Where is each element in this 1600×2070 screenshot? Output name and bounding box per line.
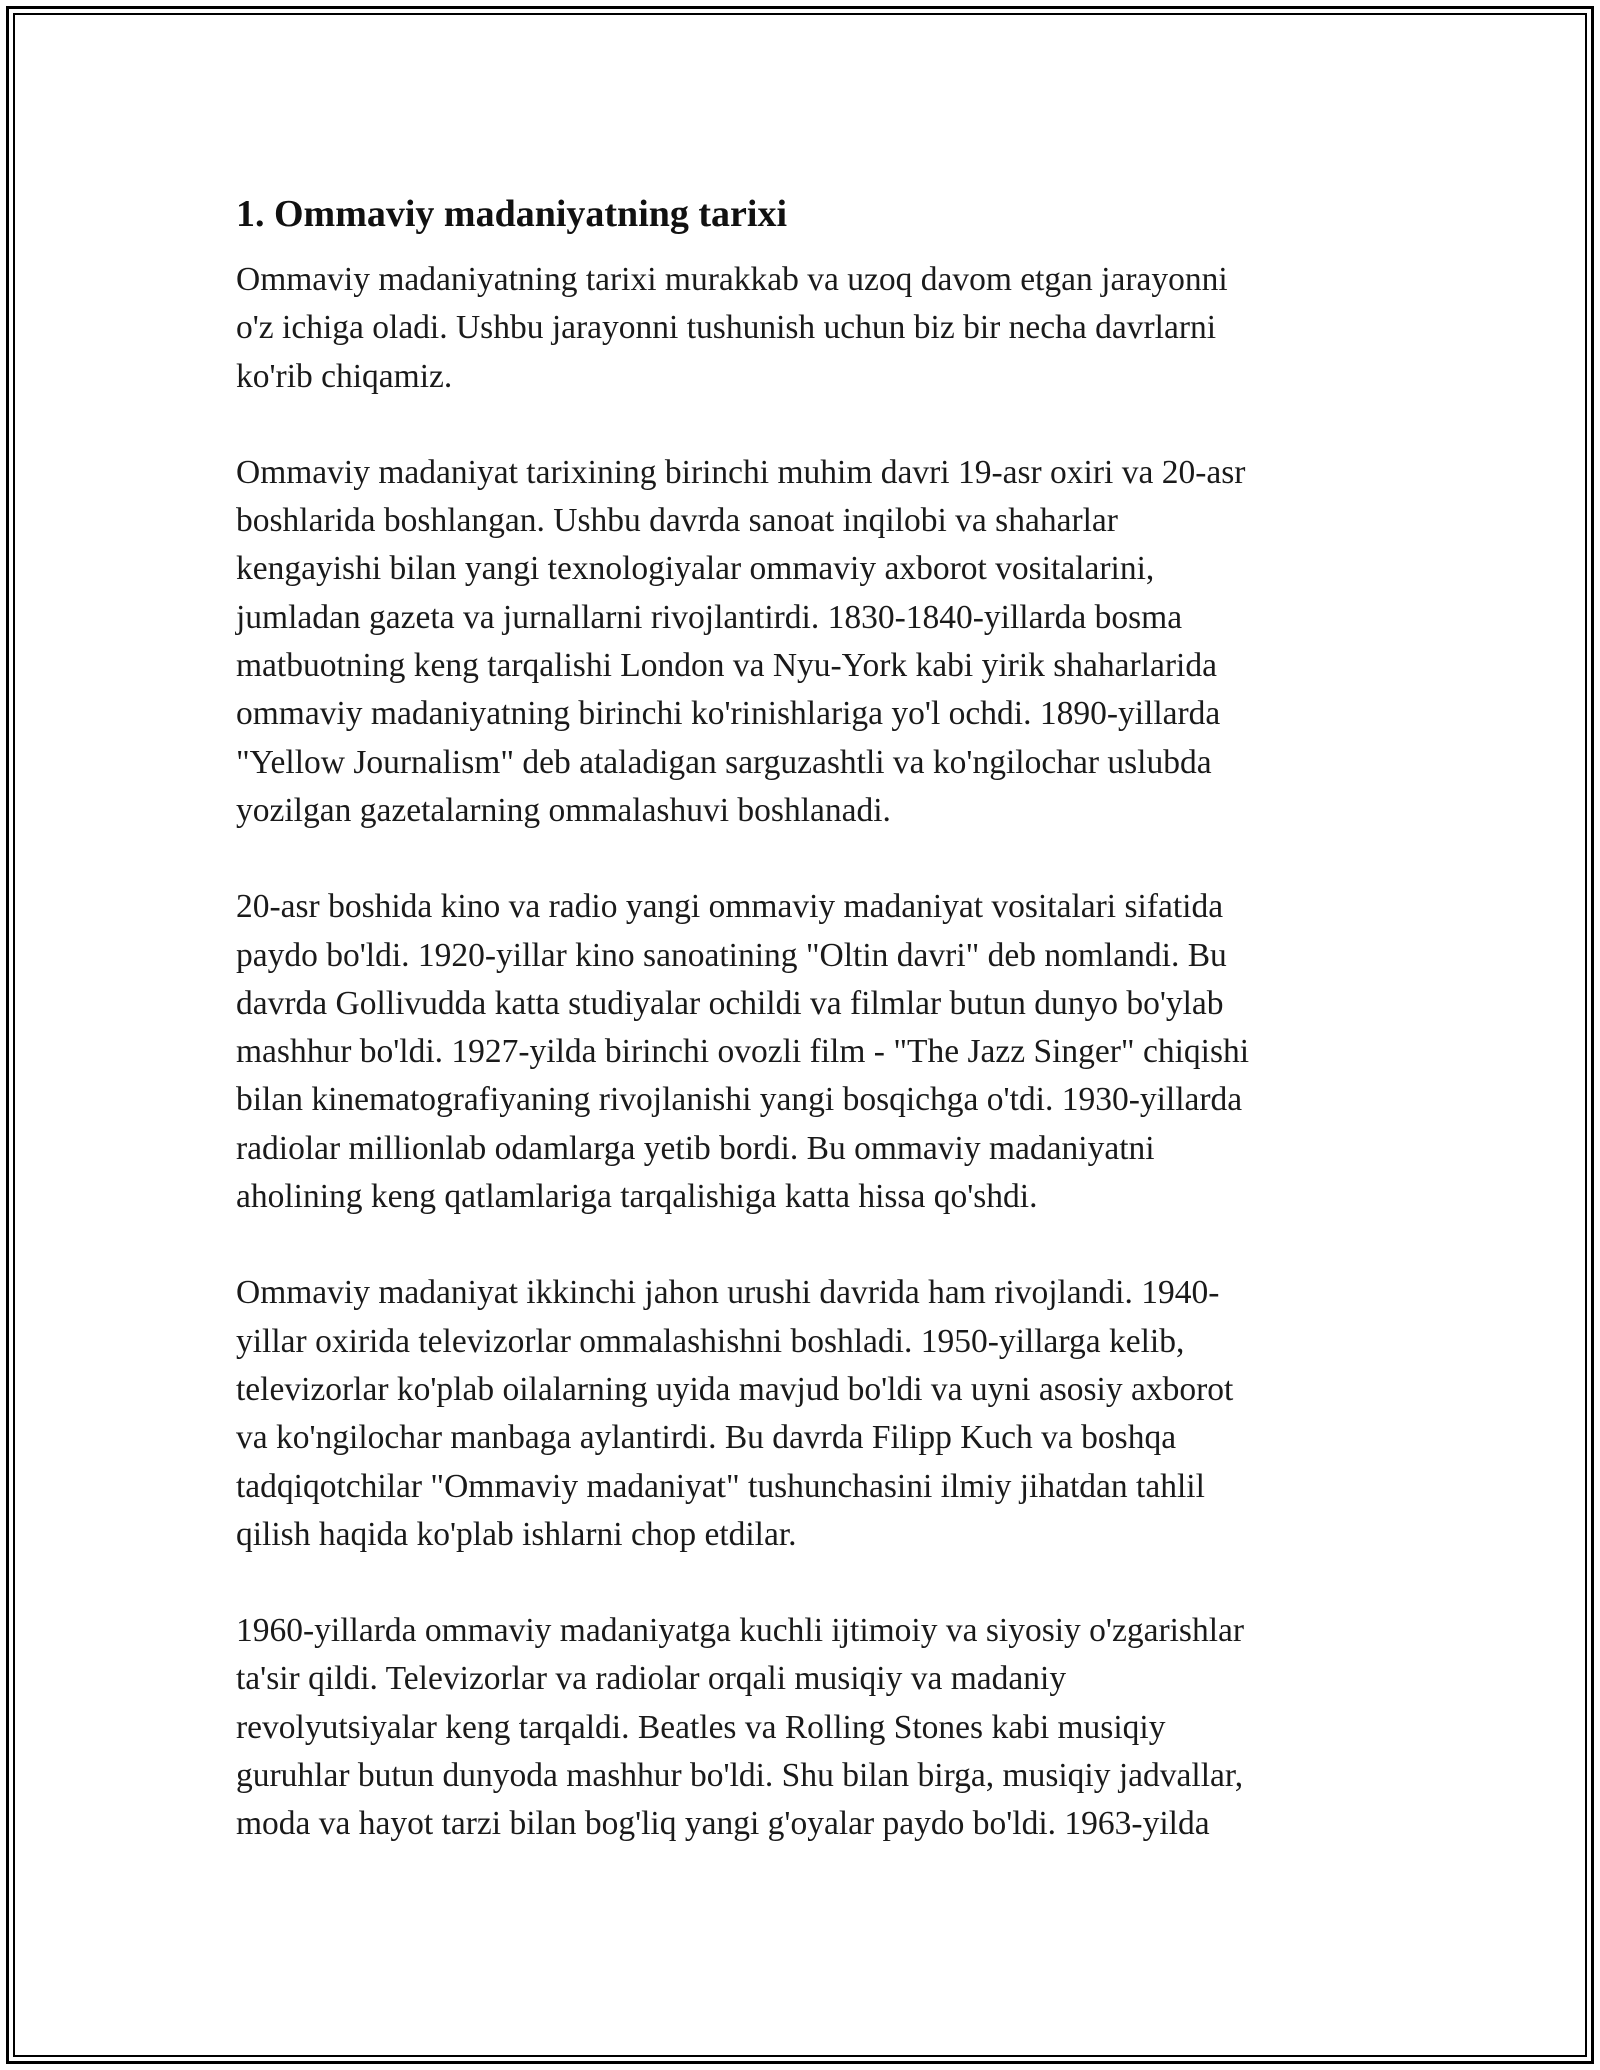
text-line: ommaviy madaniyatning birinchi ko'rinishlariga yo'l ochdi. 1890-yillarda: [236, 695, 1221, 733]
paragraph-19th-century: [236, 449, 1366, 835]
text-line: va ko'ngilochar manbaga aylantirdi. Bu davrda Filipp Kuch va boshqa: [236, 1419, 1177, 1457]
paragraph-television: [236, 1269, 1366, 1559]
text-line: jumladan gazeta va jurnallarni rivojlantirdi. 1830-1840-yillarda bosma: [236, 598, 1183, 636]
text-line: yozilgan gazetalarning ommalashuvi boshlanadi.: [236, 791, 891, 829]
text-line: tadqiqotchilar "Ommaviy madaniyat" tushunchasini ilmiy jihatdan tahlil: [236, 1467, 1205, 1505]
text-line: ko'rib chiqamiz.: [236, 357, 453, 395]
text-line: yillar oxirida televizorlar ommalashishni boshladi. 1950-yillarga kelib,: [236, 1322, 1185, 1360]
text-line: guruhlar butun dunyoda mashhur bo'ldi. Shu bilan birga, musiqiy jadvallar,: [236, 1757, 1244, 1795]
text-line: 20-asr boshida kino va radio yangi ommaviy madaniyat vositalari sifatida: [236, 888, 1224, 926]
text-line: bilan kinematografiyaning rivojlanishi yangi bosqichga o'tdi. 1930-yillarda: [236, 1081, 1243, 1119]
text-line: ta'sir qildi. Televizorlar va radiolar orqali musiqiy va madaniy: [236, 1660, 1067, 1698]
text-line: qilish haqida ko'plab ishlarni chop etdilar.: [236, 1515, 797, 1553]
text-line: aholining keng qatlamlariga tarqalishiga katta hissa qo'shdi.: [236, 1178, 1038, 1216]
text-line: Ommaviy madaniyatning tarixi murakkab va uzoq davom etgan jarayonni: [236, 261, 1228, 298]
text-line: paydo bo'ldi. 1920-yillar kino sanoatining "Oltin davri" deb nomlandi. Bu: [236, 936, 1227, 974]
text-line: Ommaviy madaniyat ikkinchi jahon urushi davrida ham rivojlandi. 1940-: [236, 1274, 1220, 1312]
text-line: matbuotning keng tarqalishi London va Nyu-York kabi yirik shaharlarida: [236, 647, 1217, 685]
paragraph-1960s: [236, 1607, 1366, 1848]
text-line: kengayishi bilan yangi texnologiyalar ommaviy axborot vositalarini,: [236, 550, 1155, 588]
section-heading: 1. Ommaviy madaniyatning tarixi: [236, 193, 788, 235]
text-line: moda va hayot tarzi bilan bog'liq yangi g'oyalar paydo bo'ldi. 1963-yilda: [236, 1805, 1210, 1843]
text-line: 1960-yillarda ommaviy madaniyatga kuchli ijtimoiy va siyosiy o'zgarishlar: [236, 1612, 1245, 1650]
text-line: boshlarida boshlangan. Ushbu davrda sanoat inqilobi va shaharlar: [236, 502, 1118, 540]
text-line: o'z ichiga oladi. Ushbu jarayonni tushunish uchun biz bir necha davrlarni: [236, 309, 1217, 347]
paragraph-cinema-radio: [236, 883, 1366, 1221]
text-line: televizorlar ko'plab oilalarning uyida mavjud bo'ldi va uyni asosiy axborot: [236, 1370, 1234, 1408]
paragraph-intro: [236, 256, 1366, 401]
text-line: "Yellow Journalism" deb ataladigan sarguzashtli va ko'ngilochar uslubda: [236, 743, 1212, 781]
text-line: mashhur bo'ldi. 1927-yilda birinchi ovozli film - "The Jazz Singer" chiqishi: [236, 1033, 1250, 1071]
text-line: davrda Gollivudda katta studiyalar ochildi va filmlar butun dunyo bo'ylab: [236, 984, 1224, 1022]
text-line: radiolar millionlab odamlarga yetib bordi. Bu ommaviy madaniyatni: [236, 1129, 1155, 1167]
text-line: revolyutsiyalar keng tarqaldi. Beatles va Rolling Stones kabi musiqiy: [236, 1708, 1166, 1746]
document-body: [236, 186, 1366, 1897]
text-line: Ommaviy madaniyat tarixining birinchi muhim davri 19-asr oxiri va 20-asr: [236, 453, 1246, 491]
